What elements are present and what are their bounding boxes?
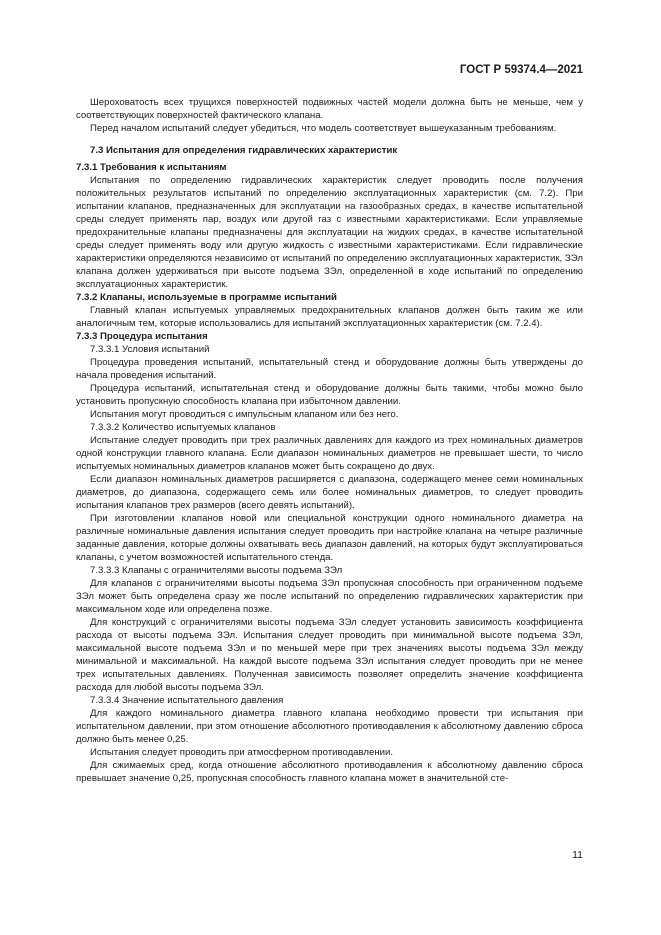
body-paragraph: Для конструкций с ограничителями высоты подъема ЗЭл следует установить зависимость коэффициента расхода от высоты подъема ЗЭл. Испытания следует проводить при минимальной высоте подъема ЗЭл, максимальной высоте подъема ЗЭл и по меньшей мере при трех значениях высоты подъема ЗЭл между минимальной и максимальной. На каждой высоте подъема ЗЭл испытания следует проводить при не менее трех испытательных давлениях. Полученная зависимость позволяет определить значение коэффициента расхода для любой высоты подъема ЗЭл. [76, 617, 583, 693]
subsection-heading: 7.3.1 Требования к испытаниям [76, 162, 227, 173]
body-paragraph: Испытание следует проводить при трех различных давлениях для каждого из трех номинальных диаметров одной конструкции главного клапана. Если диапазон номинальных диаметров не превышает шести, то число испытуемых номинальных диаметров клапанов может быть сокращено до двух. [76, 435, 583, 472]
clause-heading: 7.3.3.3 Клапаны с ограничителями высоты подъема ЗЭл [90, 565, 343, 576]
clause-heading: 7.3.3.4 Значение испытательного давления [90, 695, 284, 706]
body-paragraph: Испытания следует проводить при атмосферном противодавлении. [90, 747, 394, 758]
body-paragraph: Шероховатость всех трущихся поверхностей подвижных частей модели должна быть не меньше, чем у соответствующих поверхностей фактического клапана. [76, 97, 583, 121]
subsection-heading: 7.3.3 Процедура испытания [76, 331, 208, 342]
body-paragraph: Для клапанов с ограничителями высоты подъема ЗЭл пропускная способность при ограниченном подъеме ЗЭл может быть определена сразу же после испытаний по определению гидравлических характеристик при максимальном ходе или определена позже. [76, 578, 583, 615]
document-code: ГОСТ Р 59374.4—2021 [459, 64, 583, 76]
clause-heading: 7.3.3.1 Условия испытаний [90, 344, 210, 355]
body-paragraph: Перед началом испытаний следует убедиться, что модель соответствует вышеуказанным требованиям. [90, 123, 557, 134]
subsection-heading: 7.3.2 Клапаны, используемые в программе испытаний [76, 292, 337, 303]
body-paragraph: При изготовлении клапанов новой или специальной конструкции одного номинального диаметра на различные номинальные давления испытания следует проводить при настройке клапана на четыре различные заданные давления, которые должны охватывать весь диапазон давлений, на которых будут эксплуатироваться клапаны, с учетом возможностей испытательного стенда. [76, 513, 583, 563]
body-paragraph: Испытания могут проводиться с импульсным клапаном или без него. [90, 409, 399, 420]
body-paragraph: Для каждого номинального диаметра главного клапана необходимо провести три испытания при испытательном давлении, при этом отношение абсолютного противодавления к абсолютному давлению сброса должно быть менее 0,25. [76, 708, 583, 745]
page-number: 11 [572, 849, 583, 861]
body-paragraph: Процедура испытаний, испытательная стенд и оборудование должны быть такими, чтобы можно было установить пропускную способность клапана при избыточном давлении. [76, 383, 583, 407]
document-body [76, 96, 583, 785]
body-paragraph: Процедура проведения испытаний, испытательный стенд и оборудование должны быть утверждены до начала проведения испытаний. [76, 357, 583, 381]
section-heading: 7.3 Испытания для определения гидравлических характеристик [90, 145, 398, 156]
body-paragraph: Испытания по определению гидравлических характеристик следует проводить после получения положительных результатов испытаний по определению эксплуатационных характеристик (см. 7.2). При испытании клапанов, предназначенных для эксплуатации на газообразных средах, в качестве испытательной среды следует применять пар, воздух или другой газ с известными характеристиками. Если управляемые предохранительные клапаны предназначены для эксплуатации на жидких средах, в качестве испытательной среды следует применять воду или другую жидкость с известными характеристиками. Если гидравлические характеристики определяются независимо от испытаний по определению эксплуатационных характеристик, ЗЭл клапана должен удерживаться при высоте подъема ЗЭл, определенной в ходе испытаний по определению эксплуатационных характеристик. [76, 175, 583, 290]
body-paragraph: Если диапазон номинальных диаметров расширяется с диапазона, содержащего менее семи номинальных диаметров, до диапазона, содержащего семь или более номинальных диаметров, то следует проводить испытания клапанов трех размеров (всего девять испытаний). [76, 474, 583, 511]
body-paragraph: Для сжимаемых сред, когда отношение абсолютного противодавления к абсолютному давлению сброса превышает значение 0,25, пропускная способность главного клапана может в значительной сте- [76, 760, 583, 784]
body-paragraph: Главный клапан испытуемых управляемых предохранительных клапанов должен быть таким же или аналогичным тем, которые использовались для испытаний эксплуатационных характеристик (см. 7.2.4). [76, 305, 583, 329]
clause-heading: 7.3.3.2 Количество испытуемых клапанов [90, 422, 276, 433]
